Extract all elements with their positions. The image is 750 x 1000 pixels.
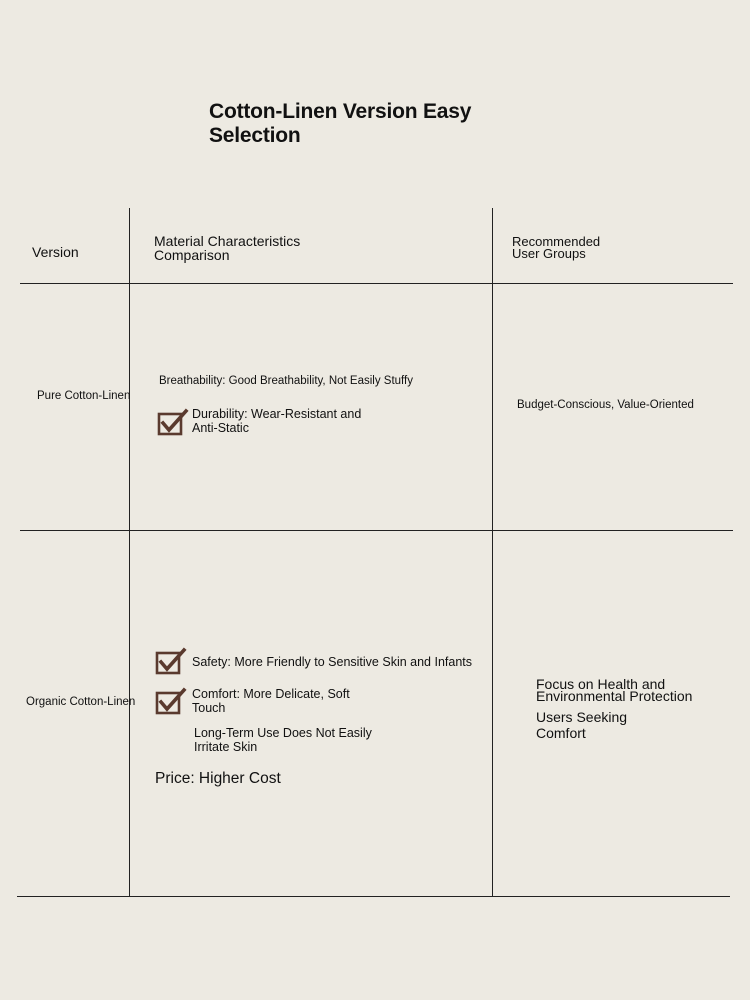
row-divider-bottom	[17, 896, 730, 897]
row2-version: Organic Cotton-Linen	[26, 696, 136, 708]
row2-safety: Safety: More Friendly to Sensitive Skin and Infants	[192, 655, 472, 669]
row1-breathability: Breathability: Good Breathability, Not Easily Stuffy	[159, 375, 413, 387]
header-recommended: Recommended User Groups	[512, 234, 601, 261]
checkbox-checked-icon	[157, 408, 189, 436]
row1-recommended: Budget-Conscious, Value-Oriented	[517, 399, 694, 411]
row2-recommended-2: Users Seeking Comfort	[536, 709, 628, 741]
header-version: Version	[32, 244, 79, 260]
row1-version: Pure Cotton-Linen	[37, 390, 131, 402]
row-divider-1	[20, 530, 733, 531]
row1-durability: Durability: Wear-Resistant and Anti-Static	[192, 407, 362, 435]
row2-recommended-1: Focus on Health and Environmental Protection	[536, 676, 693, 704]
header-material: Material Characteristics Comparison	[154, 233, 301, 263]
column-divider-2	[492, 208, 493, 896]
checkbox-checked-icon	[155, 687, 187, 715]
column-divider-1	[129, 208, 130, 896]
row2-comfort: Comfort: More Delicate, Soft Touch	[192, 687, 350, 715]
row2-price: Price: Higher Cost	[155, 770, 281, 787]
row-divider-header	[20, 283, 733, 284]
row2-longterm: Long-Term Use Does Not Easily Irritate Skin	[194, 726, 372, 754]
page-title: Cotton-Linen Version Easy Selection	[209, 100, 472, 147]
checkbox-checked-icon	[155, 647, 187, 675]
